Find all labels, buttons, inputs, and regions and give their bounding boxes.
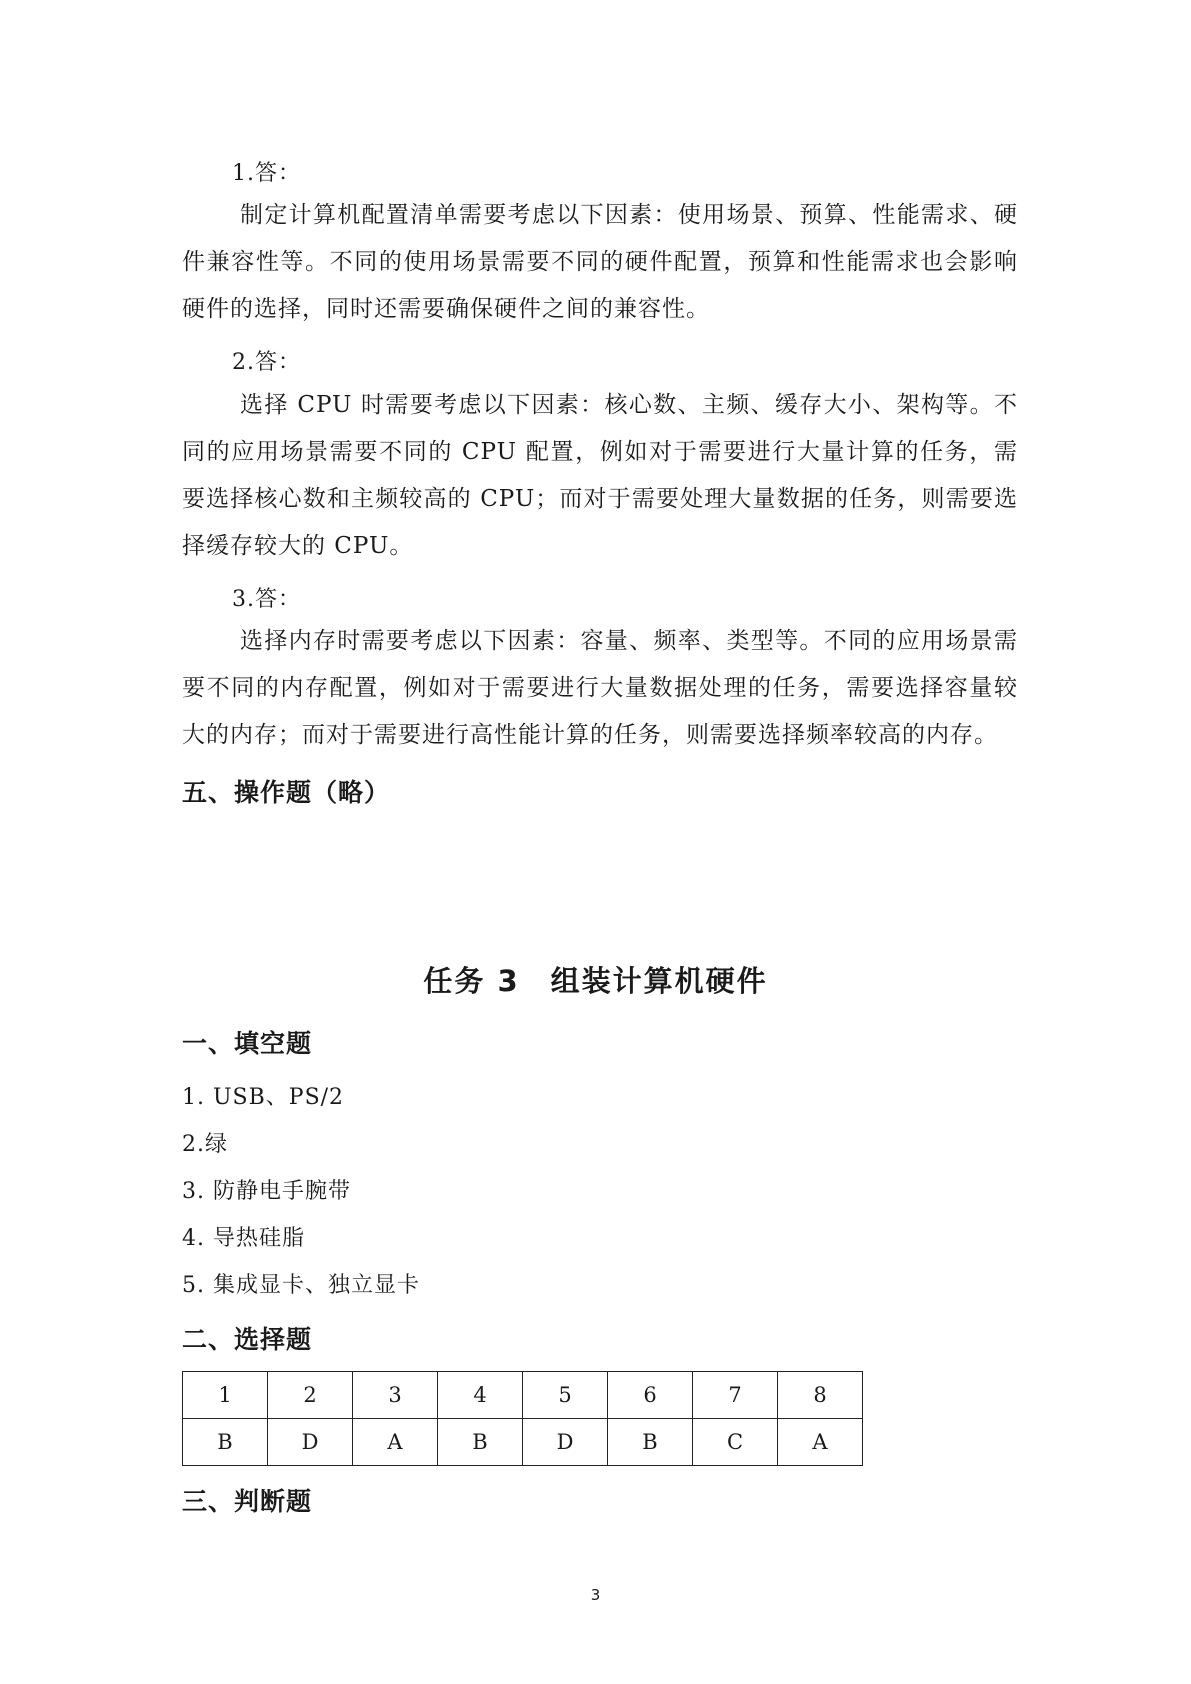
table-cell-answer: D xyxy=(268,1419,353,1466)
fill-heading: 一、填空题 xyxy=(182,1029,313,1058)
table-row-answers xyxy=(183,1419,863,1466)
fill-item: 2.绿 xyxy=(182,1132,228,1157)
table-cell-answer: B xyxy=(183,1419,268,1466)
table-cell-answer: A xyxy=(353,1419,438,1466)
table-cell-number: 7 xyxy=(693,1372,778,1419)
page-number: 3 xyxy=(590,1586,601,1604)
section-five-heading: 五、操作题（略） xyxy=(182,778,391,807)
fill-item: 5. 集成显卡、独立显卡 xyxy=(182,1273,420,1298)
answer-3-label: 3.答： xyxy=(232,587,301,612)
task-title: 任务 3 组装计算机硬件 xyxy=(423,964,768,998)
table-cell-number: 6 xyxy=(608,1372,693,1419)
choice-answer-table xyxy=(182,1371,863,1466)
choice-heading: 二、选择题 xyxy=(182,1325,313,1354)
table-cell-answer: C xyxy=(693,1419,778,1466)
answer-2-label: 2.答： xyxy=(232,350,301,375)
table-cell-answer: A xyxy=(778,1419,863,1466)
answer-2-text: 选择 CPU 时需要考虑以下因素：核心数、主频、缓存大小、架构等。不同的应用场景需要不同的 CPU 配置，例如对于需要进行大量计算的任务，需要选择核心数和主频较高的 CPU；而对于需要处理大量数据的任务，则需要选择缓存较大的 CPU。 xyxy=(182,392,1018,559)
answer-1-text: 制定计算机配置清单需要考虑以下因素：使用场景、预算、性能需求、硬件兼容性等。不同的使用场景需要不同的硬件配置，预算和性能需求也会影响硬件的选择，同时还需要确保硬件之间的兼容性。 xyxy=(182,202,1018,322)
fill-item: 1. USB、PS/2 xyxy=(182,1085,345,1110)
table-cell-number: 1 xyxy=(183,1372,268,1419)
table-cell-number: 3 xyxy=(353,1372,438,1419)
table-cell-answer: D xyxy=(523,1419,608,1466)
answer-3-text: 选择内存时需要考虑以下因素：容量、频率、类型等。不同的应用场景需要不同的内存配置，例如对于需要进行大量数据处理的任务，需要选择容量较大的内存；而对于需要进行高性能计算的任务，则需要选择频率较高的内存。 xyxy=(182,628,1018,748)
table-cell-answer: B xyxy=(438,1419,523,1466)
table-cell-number: 4 xyxy=(438,1372,523,1419)
table-cell-number: 2 xyxy=(268,1372,353,1419)
table-cell-number: 5 xyxy=(523,1372,608,1419)
answer-1-label: 1.答： xyxy=(232,161,301,186)
table-row-numbers xyxy=(183,1372,863,1419)
judge-heading: 三、判断题 xyxy=(182,1487,313,1516)
table-cell-answer: B xyxy=(608,1419,693,1466)
table-cell-number: 8 xyxy=(778,1372,863,1419)
fill-item: 4. 导热硅脂 xyxy=(182,1226,305,1251)
fill-item: 3. 防静电手腕带 xyxy=(182,1179,351,1204)
